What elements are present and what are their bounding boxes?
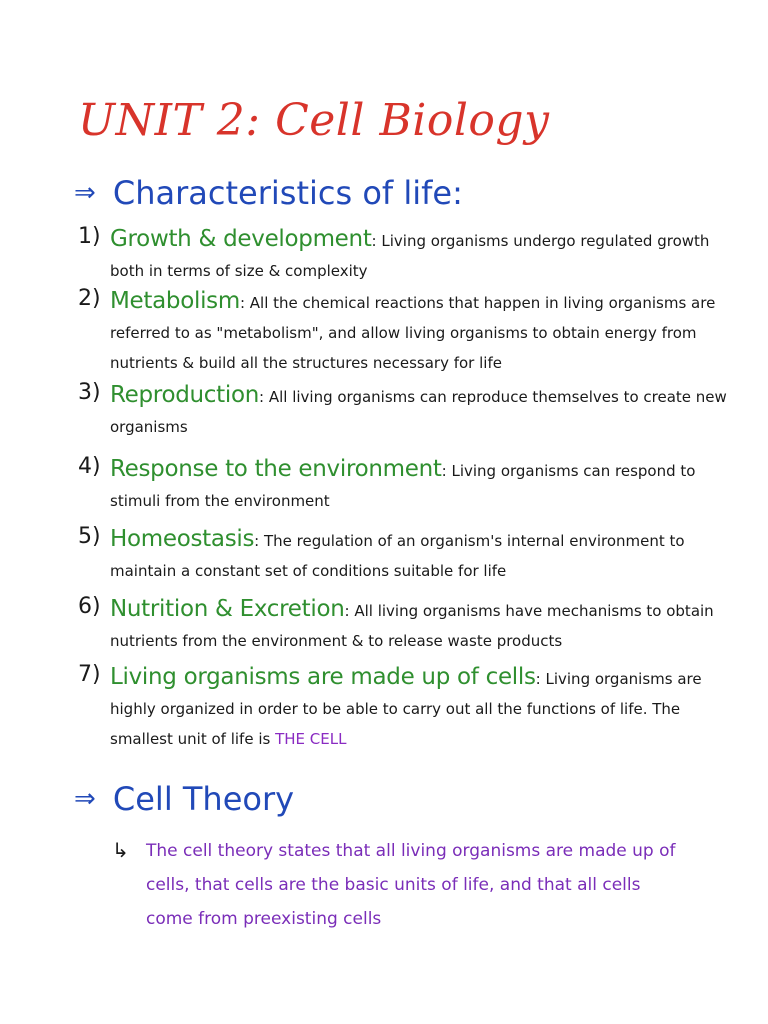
item-term: Metabolism	[110, 288, 240, 314]
section-heading: Characteristics of life:	[112, 174, 463, 212]
list-item	[78, 380, 738, 442]
item-term: Growth & development	[110, 226, 372, 252]
item-separator: :	[441, 462, 447, 480]
the-cell-highlight: THE CELL	[275, 730, 347, 748]
item-number: 2)	[78, 286, 101, 311]
double-arrow-icon: ⇒	[74, 178, 96, 208]
list-item	[78, 662, 738, 754]
page-title: UNIT 2: Cell Biology	[78, 95, 550, 146]
item-number: 5)	[78, 524, 101, 549]
item-term: Response to the environment	[110, 456, 442, 482]
item-body: All the chemical reactions that happen in living organisms are referred to as "metabolism", and allow living organisms to obtain energy from nutrients & build all the structures necessary for life	[110, 294, 716, 372]
section-characteristics	[74, 174, 463, 212]
item-term: Living organisms are made up of cells	[110, 664, 536, 690]
cell-theory-text: The cell theory states that all living organisms are made up of cells, that cells are the basic units of life, and that all cells come from preexisting cells	[146, 841, 676, 929]
item-separator: :	[239, 294, 246, 312]
item-term: Nutrition & Excretion	[110, 596, 345, 622]
item-number: 4)	[78, 454, 101, 479]
item-separator: :	[254, 532, 260, 550]
list-item	[78, 454, 738, 516]
list-item	[78, 286, 738, 378]
item-separator: :	[259, 388, 265, 406]
list-item	[78, 524, 738, 586]
item-body: Living organisms are highly organized in order to be able to carry out all the functions of life. The smallest unit of life is	[110, 670, 702, 748]
item-body: Living organisms undergo regulated growth both in terms of size & complexity	[110, 232, 710, 280]
item-term: Reproduction	[110, 382, 259, 408]
item-body: All living organisms have mechanisms to obtain nutrients from the environment & to release waste products	[110, 602, 714, 650]
item-number: 1)	[78, 224, 101, 249]
list-item	[78, 594, 738, 656]
section-cell-theory	[74, 780, 294, 818]
list-item	[78, 224, 738, 286]
item-separator: :	[535, 670, 541, 688]
item-number: 6)	[78, 594, 101, 619]
double-arrow-icon: ⇒	[74, 784, 96, 814]
item-separator: :	[371, 232, 377, 250]
section-heading: Cell Theory	[112, 780, 295, 818]
item-body: Living organisms can respond to stimuli from the environment	[110, 462, 696, 510]
hook-arrow-icon: ↳	[112, 838, 129, 862]
item-separator: :	[344, 602, 350, 620]
item-number: 3)	[78, 380, 101, 405]
item-number: 7)	[78, 662, 101, 687]
item-term: Homeostasis	[110, 526, 255, 552]
item-body: All living organisms can reproduce themselves to create new organisms	[110, 388, 727, 436]
item-body: The regulation of an organism's internal environment to maintain a constant set of conditions suitable for life	[110, 532, 685, 580]
